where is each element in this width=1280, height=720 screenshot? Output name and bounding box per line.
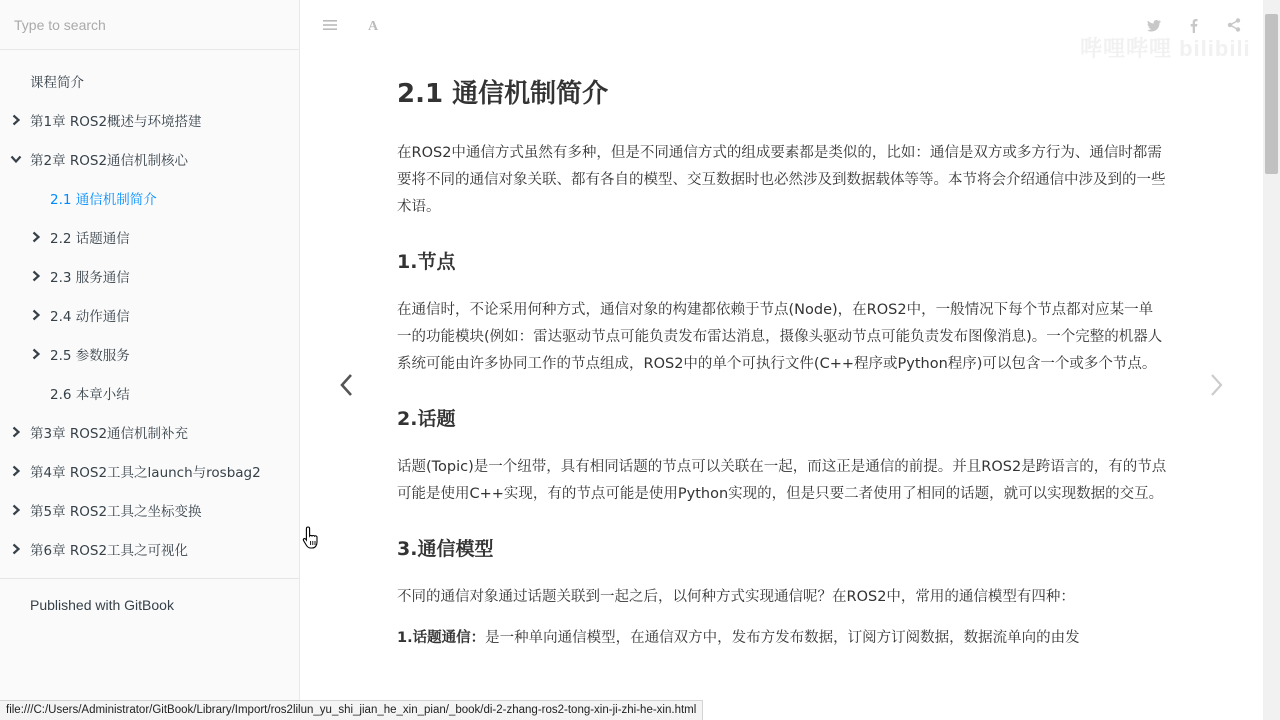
previous-page-arrow-icon[interactable] <box>331 365 361 405</box>
section-heading-node: 1.节点 <box>397 251 456 273</box>
sidebar-item-label: 第5章 ROS2工具之坐标变换 <box>30 503 202 520</box>
article <box>397 72 1167 652</box>
sidebar-item-label: 2.2 话题通信 <box>50 230 130 247</box>
menu-icon[interactable] <box>319 14 341 36</box>
list-item-topic-comm <box>397 625 1167 652</box>
sidebar-item-label: 第1章 ROS2概述与环境搭建 <box>30 113 202 130</box>
sidebar-item-8[interactable] <box>0 373 299 412</box>
chevron-right-icon[interactable] <box>29 308 43 322</box>
sidebar-item-label: 2.3 服务通信 <box>50 269 130 286</box>
sidebar-item-0[interactable] <box>0 61 299 100</box>
sidebar-item-6[interactable] <box>0 295 299 334</box>
topic-paragraph: 话题(Topic)是一个纽带，具有相同话题的节点可以关联在一起，而这正是通信的前提。并且ROS2是跨语言的，有的节点可能是使用C++实现，有的节点可能是使用Python实现的，但是只要二者使用了相同的话题，就可以实现数据的交互。 <box>397 459 1167 502</box>
vertical-scrollbar[interactable] <box>1263 0 1280 720</box>
font-icon[interactable] <box>363 14 385 36</box>
sidebar-item-label: 2.6 本章小结 <box>50 386 130 403</box>
comm-model-paragraph: 不同的通信对象通过话题关联到一起之后，以何种方式实现通信呢？在ROS2中，常用的通信模型有四种： <box>397 589 1075 605</box>
list-item-text: 是一种单向通信模型，在通信双方中，发布方发布数据，订阅方订阅数据，数据流单向的由发 <box>485 630 1080 646</box>
chevron-right-icon[interactable] <box>9 464 23 478</box>
table-of-contents <box>0 50 299 568</box>
sidebar-item-label: 2.4 动作通信 <box>50 308 130 325</box>
sidebar-item-9[interactable] <box>0 412 299 451</box>
sidebar-item-label: 第2章 ROS2通信机制核心 <box>30 152 189 169</box>
section-heading-comm-model: 3.通信模型 <box>397 538 494 560</box>
sidebar-item-12[interactable] <box>0 529 299 568</box>
search-bar <box>0 0 299 50</box>
chevron-right-icon[interactable] <box>9 113 23 127</box>
bilibili-watermark: 哔哩哔哩 bilibili <box>1080 36 1251 61</box>
sidebar-item-10[interactable] <box>0 451 299 490</box>
sidebar-item-1[interactable] <box>0 100 299 139</box>
list-item-bold-label: 1.话题通信： <box>397 630 486 646</box>
search-input[interactable] <box>14 17 285 33</box>
chevron-right-icon[interactable] <box>9 425 23 439</box>
sidebar-item-label: 第4章 ROS2工具之launch与rosbag2 <box>30 464 261 481</box>
chevron-right-icon[interactable] <box>29 269 43 283</box>
published-with-gitbook-link[interactable]: Published with GitBook <box>30 597 174 613</box>
sidebar-item-7[interactable] <box>0 334 299 373</box>
page-title: 2.1 通信机制简介 <box>397 79 609 109</box>
chevron-right-icon[interactable] <box>29 230 43 244</box>
section-heading-topic: 2.话题 <box>397 408 456 430</box>
chevron-down-icon[interactable] <box>9 152 23 166</box>
sidebar-item-11[interactable] <box>0 490 299 529</box>
sidebar-item-label: 第6章 ROS2工具之可视化 <box>30 542 189 559</box>
sidebar-item-2[interactable] <box>0 139 299 178</box>
sidebar <box>0 0 300 720</box>
hand-cursor-icon <box>302 525 322 551</box>
sidebar-item-label: 2.5 参数服务 <box>50 347 130 364</box>
sidebar-item-4[interactable] <box>0 217 299 256</box>
sidebar-item-label: 第3章 ROS2通信机制补充 <box>30 425 189 442</box>
status-bar-url: file:///C:/Users/Administrator/GitBook/Library/Import/ros2lilun_yu_shi_jian_he_xin_pian/_book/di-2-zhang-ros2-tong-xin-ji-zhi-he-xin.html <box>0 700 703 720</box>
chevron-right-icon[interactable] <box>9 503 23 517</box>
scrollbar-thumb[interactable] <box>1265 14 1278 174</box>
node-paragraph: 在通信时，不论采用何种方式，通信对象的构建都依赖于节点(Node)，在ROS2中，一般情况下每个节点都对应某一单一的功能模块(例如：雷达驱动节点可能负责发布雷达消息，摄像头驱动节点可能负责发布图像消息)。一个完整的机器人系统可能由许多协同工作的节点组成，ROS2中的单个可执行文件(C++程序或Python程序)可以包含一个或多个节点。 <box>397 302 1163 372</box>
chevron-right-icon[interactable] <box>9 542 23 556</box>
next-page-arrow-icon[interactable] <box>1202 365 1232 405</box>
intro-paragraph: 在ROS2中通信方式虽然有多种，但是不同通信方式的组成要素都是类似的，比如：通信是双方或多方行为、通信时都需要将不同的通信对象关联、都有各自的模型、交互数据时也必然涉及到数据载体等等。本节将会介绍通信中涉及到的一些术语。 <box>397 145 1166 215</box>
sidebar-item-label: 2.1 通信机制简介 <box>50 191 157 208</box>
sidebar-item-label: 课程简介 <box>30 74 84 91</box>
chevron-right-icon[interactable] <box>29 347 43 361</box>
sidebar-item-3[interactable] <box>0 178 299 217</box>
svg-text:A: A <box>368 19 379 32</box>
sidebar-item-5[interactable] <box>0 256 299 295</box>
